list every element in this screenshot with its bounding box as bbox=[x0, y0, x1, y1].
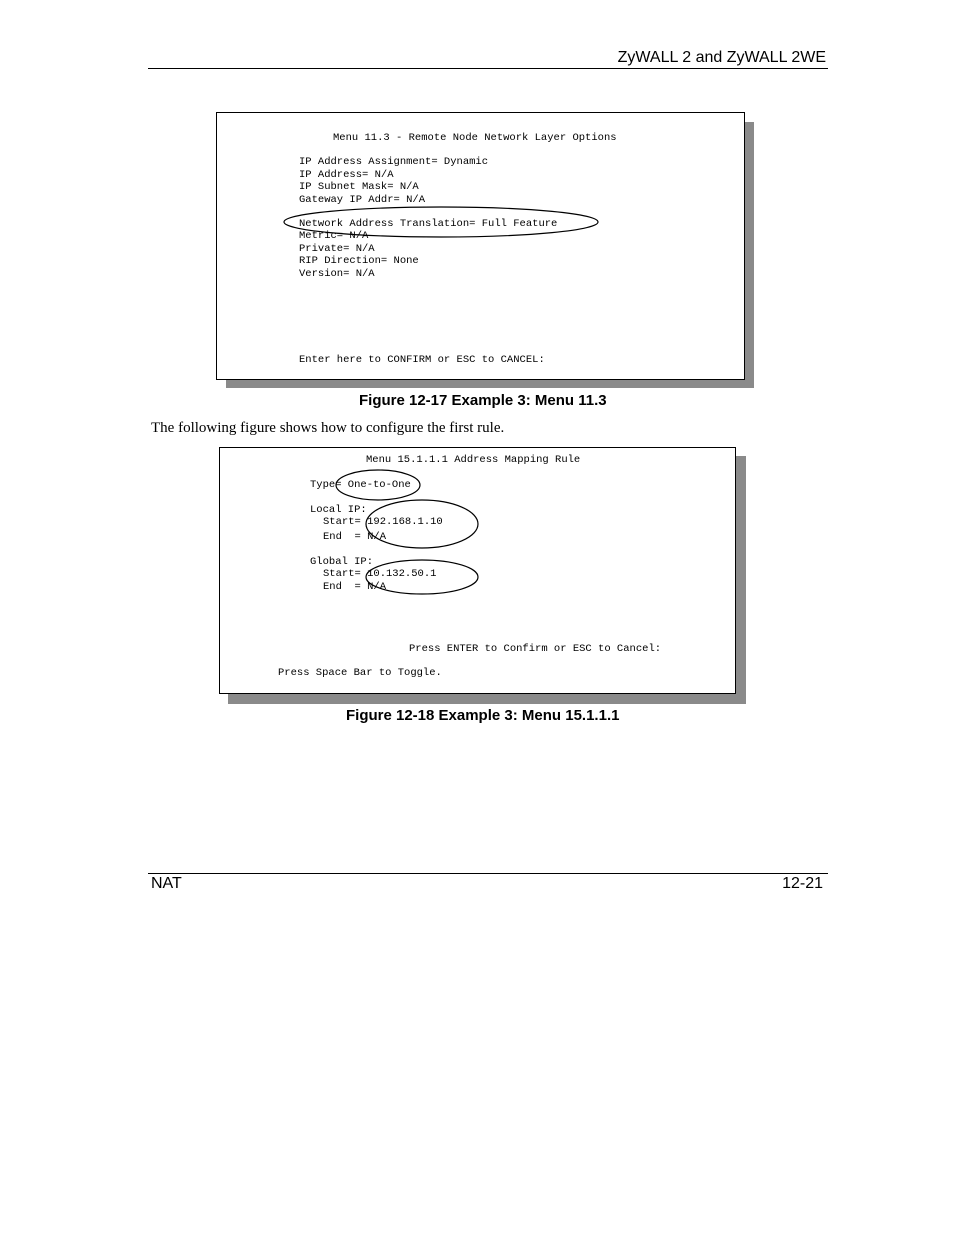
confirm-prompt: Press ENTER to Confirm or ESC to Cancel: bbox=[409, 643, 662, 655]
global-start: Start= 10.132.50.1 bbox=[323, 568, 437, 580]
terminal-screen bbox=[216, 112, 745, 380]
body-paragraph: The following figure shows how to configure the first rule. bbox=[151, 420, 505, 436]
footer-rule bbox=[148, 873, 828, 874]
confirm-prompt: Enter here to CONFIRM or ESC to CANCEL: bbox=[299, 354, 545, 366]
footer-page-number: 12-21 bbox=[782, 875, 823, 892]
option-line: Version= N/A bbox=[299, 268, 375, 280]
option-line: IP Subnet Mask= N/A bbox=[299, 181, 419, 193]
terminal-screen bbox=[219, 447, 736, 694]
option-line: IP Address Assignment= Dynamic bbox=[299, 156, 489, 168]
option-line: Metric= N/A bbox=[299, 230, 369, 242]
figure-caption: Figure 12-17 Example 3: Menu 11.3 bbox=[359, 392, 607, 409]
option-line: Private= N/A bbox=[299, 243, 375, 255]
toggle-hint: Press Space Bar to Toggle. bbox=[278, 667, 442, 679]
global-end: End = N/A bbox=[323, 581, 387, 593]
menu-title: Menu 11.3 - Remote Node Network Layer Options bbox=[333, 132, 617, 144]
footer-chapter: NAT bbox=[151, 875, 182, 892]
local-ip-label: Local IP: bbox=[310, 504, 367, 516]
header-rule bbox=[148, 68, 828, 69]
menu-title: Menu 15.1.1.1 Address Mapping Rule bbox=[366, 454, 581, 466]
option-line: IP Address= N/A bbox=[299, 169, 394, 181]
option-line: Gateway IP Addr= N/A bbox=[299, 194, 426, 206]
local-end: End = N/A bbox=[323, 531, 387, 543]
type-line: Type= One-to-One bbox=[310, 479, 411, 491]
figure-caption: Figure 12-18 Example 3: Menu 15.1.1.1 bbox=[346, 707, 620, 724]
local-start: Start= 192.168.1.10 bbox=[323, 516, 443, 528]
option-line: RIP Direction= None bbox=[299, 255, 419, 267]
global-ip-label: Global IP: bbox=[310, 556, 374, 568]
running-header: ZyWALL 2 and ZyWALL 2WE bbox=[617, 49, 826, 66]
option-line-nat: Network Address Translation= Full Feature bbox=[299, 218, 558, 230]
